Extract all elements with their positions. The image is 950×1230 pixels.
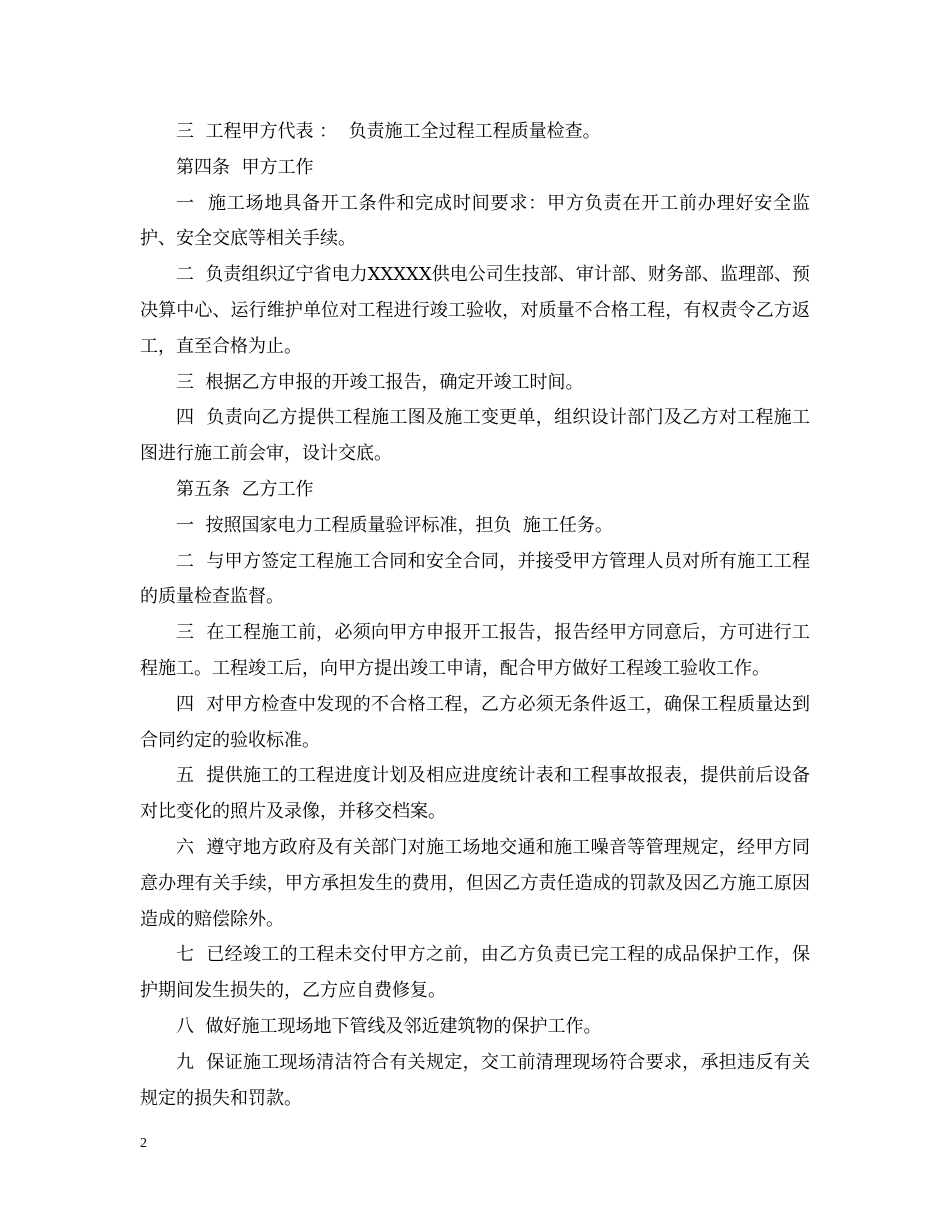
- paragraph-13: 六 遵守地方政府及有关部门对施工场地交通和施工噪音等管理规定，经甲方同意办理有关手续，甲方承担发生的费用，但因乙方责任造成的罚款及因乙方施工原因造成的赔偿除外。: [140, 836, 810, 930]
- paragraph-1: 三 工程甲方代表 ： 负责施工全过程工程质量检查。: [176, 121, 601, 142]
- article-4-heading: 第四条 甲方工作: [176, 156, 314, 178]
- paragraph-9: 二 与甲方签定工程施工合同和安全合同，并接受甲方管理人员对所有施工工程的质量检查监督。: [140, 550, 810, 608]
- document-body: [140, 114, 810, 1116]
- paragraph-10: 三 在工程施工前，必须向甲方申报开工报告，报告经甲方同意后，方可进行工程施工。工程竣工后，向甲方提出竣工申请，配合甲方做好工程竣工验收工作。: [140, 622, 810, 679]
- paragraph-11: 四 对甲方检查中发现的不合格工程，乙方必须无条件返工，确保工程质量达到合同约定的验收标准。: [140, 693, 810, 751]
- paragraph-6: 四 负责向乙方提供工程施工图及施工变更单，组织设计部门及乙方对工程施工图进行施工前会审，设计交底。: [140, 407, 810, 465]
- paragraph-12: 五 提供施工的工程进度计划及相应进度统计表和工程事故报表，提供前后设备对比变化的照片及录像，并移交档案。: [140, 765, 810, 823]
- paragraph-14: 七 已经竣工的工程未交付甲方之前，由乙方负责已完工程的成品保护工作，保护期间发生损失的，乙方应自费修复。: [140, 944, 810, 1002]
- article-5-heading: 第五条 乙方工作: [176, 478, 314, 500]
- paragraph-5: 三 根据乙方申报的开竣工报告，确定开竣工时间。: [176, 371, 584, 393]
- paragraph-16: 九 保证施工现场清洁符合有关规定，交工前清理现场符合要求，承担违反有关规定的损失和罚款。: [140, 1051, 810, 1109]
- page-number: 2: [140, 1136, 147, 1151]
- paragraph-4: 二 负责组织辽宁省电力XXXXX供电公司生技部、审计部、财务部、监理部、预决算中心、运行维护单位对工程进行竣工验收，对质量不合格工程，有权责令乙方返工，直至合格为止。: [140, 264, 810, 357]
- paragraph-3: 一 施工场地具备开工条件和完成时间要求：甲方负责在开工前办理好安全监护、安全交底等相关手续。: [140, 192, 810, 250]
- paragraph-8: 一 按照国家电力工程质量验评标准，担负 施工任务。: [176, 514, 613, 536]
- paragraph-15: 八 做好施工现场地下管线及邻近建筑物的保护工作。: [176, 1015, 602, 1037]
